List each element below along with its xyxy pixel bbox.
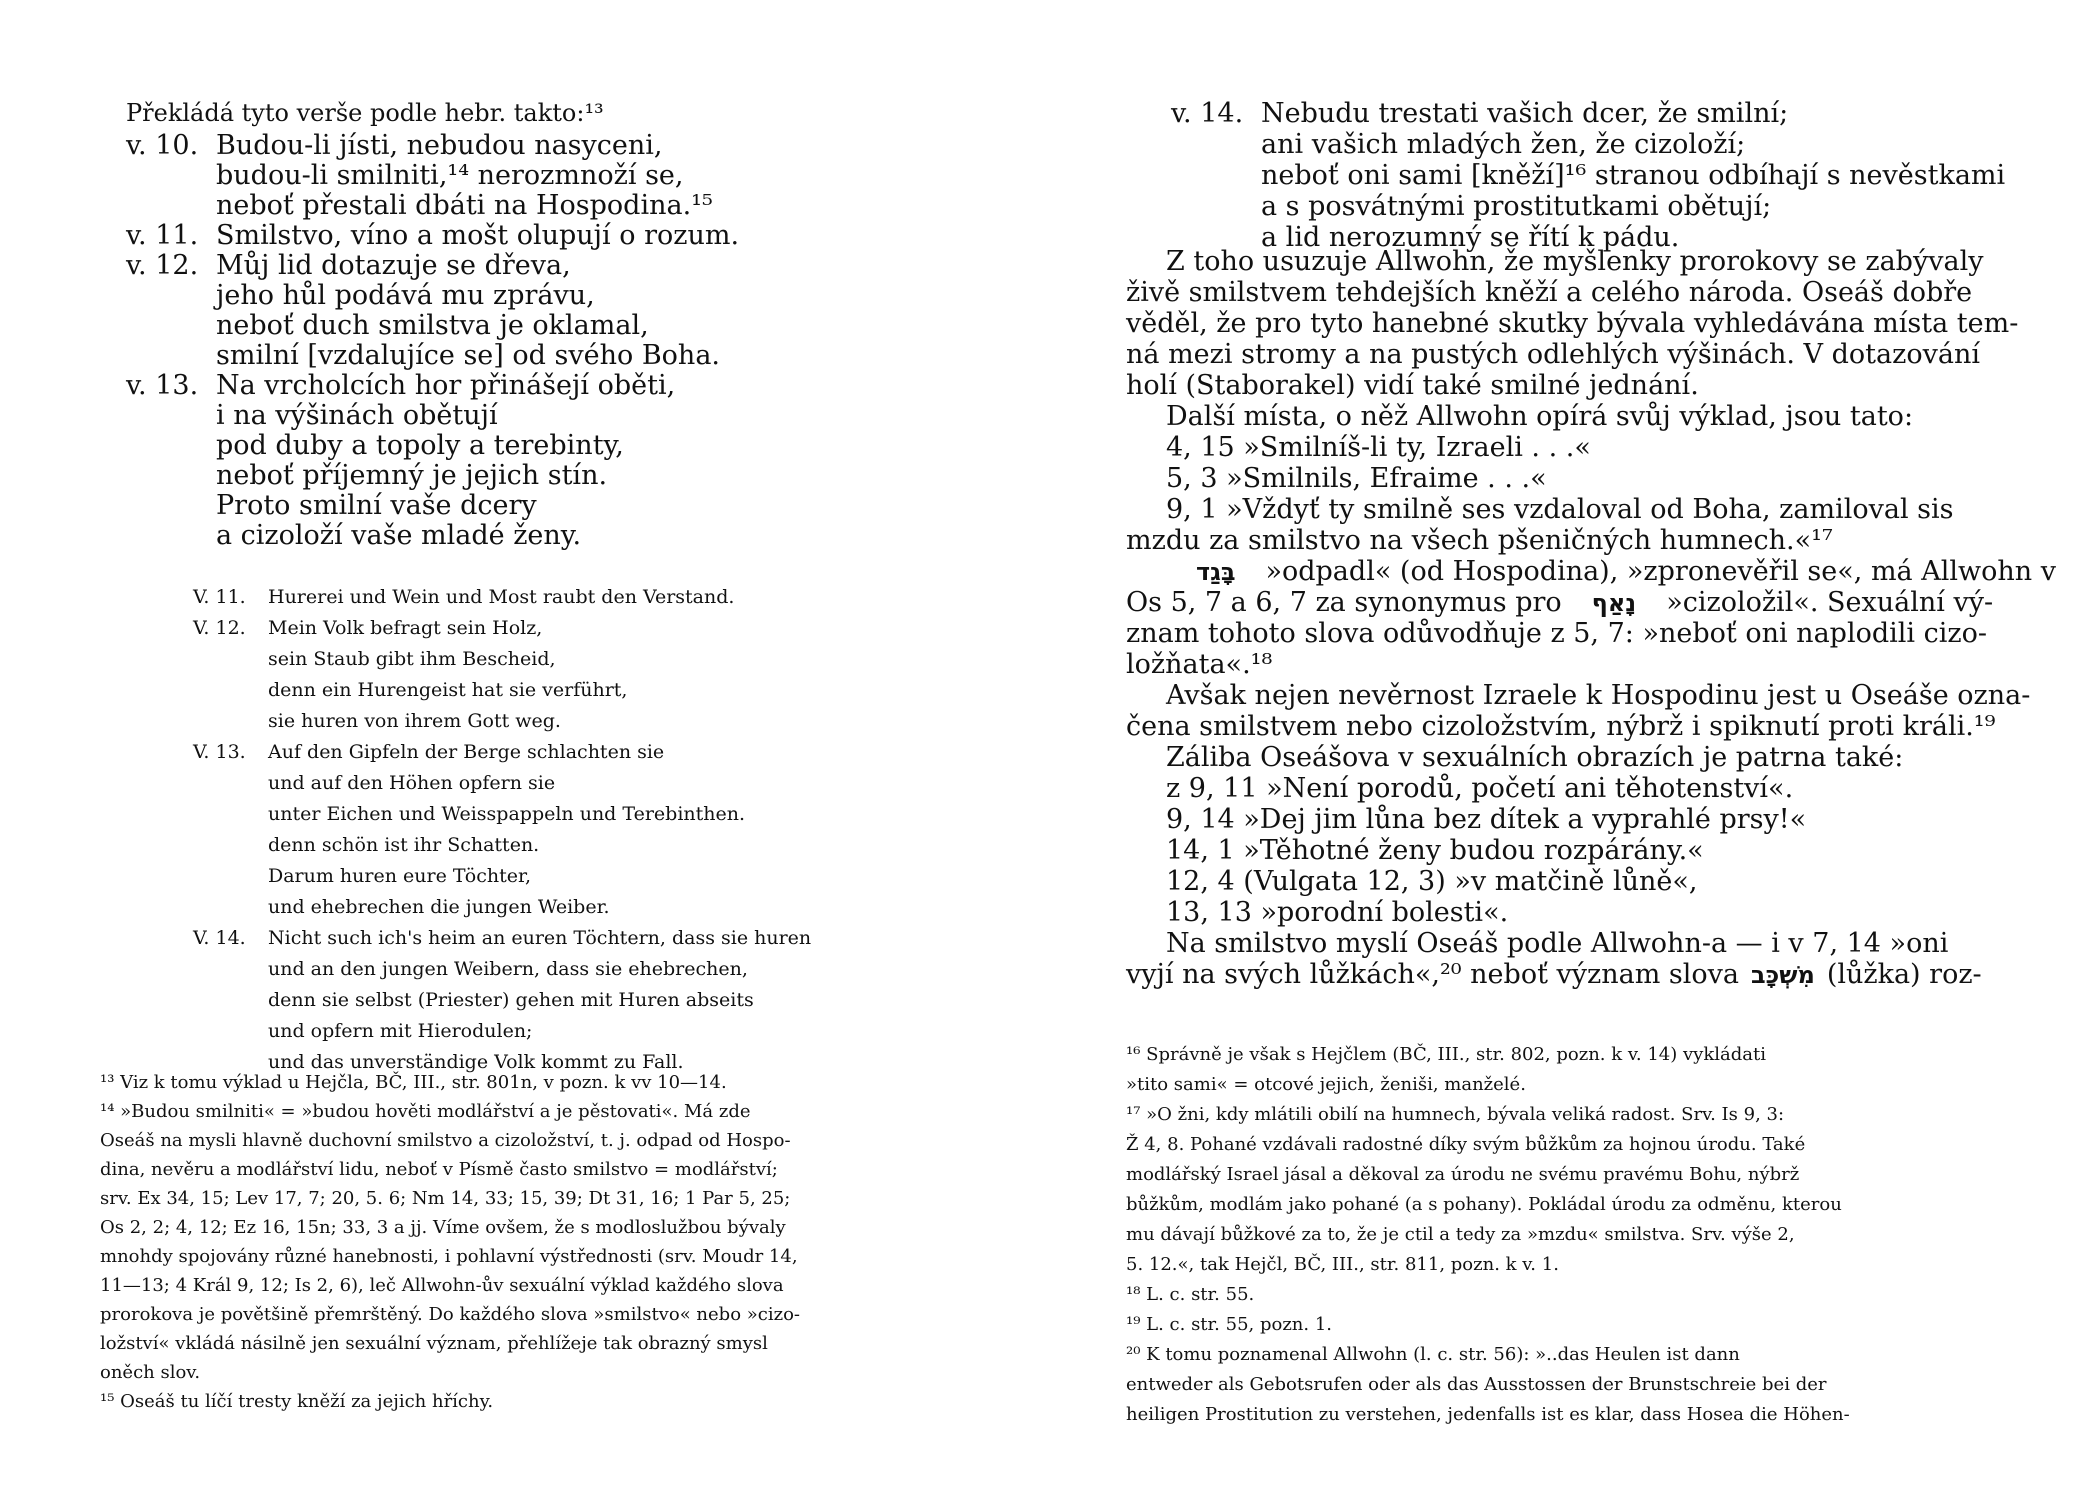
body-line: znam tohoto slova odůvodňuje z 5, 7: »neboť oni naplodili cizo-: [1126, 618, 1987, 649]
verse-label: v. 13.: [126, 370, 199, 401]
czech-verse-line: a cizoloží vaše mladé ženy.: [216, 520, 582, 551]
right-verse-block: [1171, 98, 2005, 253]
verse-text: Na vrcholcích hor přinášejí oběti,: [216, 370, 676, 401]
footnote-line: oněch slov.: [100, 1362, 201, 1383]
footnote-line: 5. 12.«, tak Hejčl, BČ, III., str. 811, pozn. k v. 1.: [1126, 1254, 1559, 1275]
body-line: 14, 1 »Těhotné ženy budou rozpárány.«: [1166, 835, 1704, 866]
verse-line: ani vašich mladých žen, že cizoloží;: [1261, 129, 1746, 160]
verse-label: v. 12.: [126, 250, 199, 281]
hebrew-word: נָאַף: [1591, 589, 1637, 617]
body-line: 13, 13 »porodní bolesti«.: [1166, 897, 1509, 928]
body-line: 12, 4 (Vulgata 12, 3) »v matčině lůně«,: [1166, 866, 1698, 897]
footnote-line: Oseáš na mysli hlavně duchovní smilstvo a cizoložství, t. j. odpad od Hospo-: [100, 1130, 791, 1151]
german-verse-line: unter Eichen und Weisspappeln und Terebinthen.: [268, 803, 746, 825]
body-line: čena smilstvem nebo cizoložstvím, nýbrž i spiknutí proti králi.¹⁹: [1126, 711, 1996, 742]
german-verse-line: denn schön ist ihr Schatten.: [268, 834, 540, 856]
body-line: věděl, že pro tyto hanebné skutky bývala vyhledávána místa tem-: [1126, 308, 2019, 339]
german-verse-line: und auf den Höhen opfern sie: [268, 772, 556, 794]
footnote-line: ¹⁷ »O žni, kdy mlátili obilí na humnech, bývala veliká radost. Srv. Is 9, 3:: [1126, 1104, 1785, 1125]
footnote-line: 11—13; 4 Král 9, 12; Is 2, 6), leč Allwohn-ův sexuální výklad každého slova: [100, 1275, 784, 1296]
footnote-line: ¹⁴ »Budou smilniti« = »budou hověti modlářství a je pěstovati«. Má zde: [100, 1101, 751, 1122]
verse-label: v. 10.: [126, 130, 199, 161]
czech-verse-line: jeho hůl podává mu zprávu,: [216, 280, 595, 311]
verse-label: V. 12.: [193, 617, 246, 639]
verse-line: [1171, 98, 2005, 129]
german-verse-line: denn sie selbst (Priester) gehen mit Huren abseits: [268, 989, 754, 1011]
footnote-line: ¹³ Viz k tomu výklad u Hejčla, BČ, III., str. 801n, v pozn. k vv 10—14.: [100, 1072, 727, 1093]
footnote-line: bůžkům, modlám jako pohané (a s pohany). Pokládal úrodu za odměnu, kterou: [1126, 1194, 1842, 1215]
footnote-line: ¹⁵ Oseáš tu líčí tresty kněží za jejich hříchy.: [100, 1391, 494, 1412]
german-verse-line: [193, 923, 811, 954]
footnote-line: mnohdy spojovány různé hanebnosti, i pohlavní výstřednosti (srv. Moudr 14,: [100, 1246, 798, 1267]
german-verse-line: Darum huren eure Töchter,: [268, 865, 532, 887]
body-text-span: »cizoložil«. Sexuální vý-: [1666, 587, 1994, 618]
footnote-line: modlářský Israel jásal a děkoval za úrodu ne svému pravému Bohu, nýbrž: [1126, 1164, 1800, 1185]
body-line: Z toho usuzuje Allwohn, že myšlenky prorokovy se zabývaly: [1166, 246, 1984, 277]
footnote-line: Ž 4, 8. Pohané vzdávali radostné díky svým bůžkům za hojnou úrodu. Také: [1126, 1134, 1806, 1155]
verse-line: a lid nerozumný se řítí k pádu.: [1261, 222, 1680, 253]
body-text-span: vyjí na svých lůžkách«,²⁰ neboť význam slova: [1126, 959, 1740, 990]
hebrew-word: מִשְׁכָּב: [1751, 961, 1815, 989]
verse-label: v. 14.: [1171, 98, 1244, 129]
verse-text: Můj lid dotazuje se dřeva,: [216, 250, 571, 281]
body-line: Záliba Oseášova v sexuálních obrazích je patrna také:: [1166, 742, 1904, 773]
verse-text: Smilstvo, víno a mošt olupují o rozum.: [216, 220, 740, 251]
german-verse-line: und an den jungen Weibern, dass sie ehebrechen,: [268, 958, 748, 980]
verse-label: V. 11.: [193, 586, 246, 608]
footnote-line: srv. Ex 34, 15; Lev 17, 7; 20, 5. 6; Nm 14, 33; 15, 39; Dt 31, 16; 1 Par 5, 25;: [100, 1188, 791, 1209]
german-verse-line: und opfern mit Hierodulen;: [268, 1020, 533, 1042]
german-verse-line: sein Staub gibt ihm Bescheid,: [268, 648, 556, 670]
czech-verse-block: [126, 131, 739, 551]
body-line: živě smilstvem tehdejších kněží a celého národa. Oseáš dobře: [1126, 277, 1973, 308]
czech-verse-line: neboť přestali dbáti na Hospodina.¹⁵: [216, 190, 713, 221]
footnote-line: mu dávají bůžkové za to, že je ctil a tedy za »mzdu« smilstva. Srv. výše 2,: [1126, 1224, 1795, 1245]
body-line: Na smilstvo myslí Oseáš podle Allwohn-a — i v 7, 14 »oni: [1166, 928, 1949, 959]
german-verse-line: und das unverständige Volk kommt zu Fall.: [268, 1051, 684, 1073]
body-line: 9, 1 »Vždyť ty smilně ses vzdaloval od Boha, zamiloval sis: [1166, 494, 1954, 525]
footnote-line: entweder als Gebotsrufen oder als das Ausstossen der Brunstschreie bei der: [1126, 1374, 1827, 1395]
footnote-line: »tito sami« = otcové jejich, ženiši, manželé.: [1126, 1074, 1526, 1095]
body-line: holí (Staborakel) vidí také smilné jednání.: [1126, 370, 1699, 401]
footnote-line: ¹⁶ Správně je však s Hejčlem (BČ, III., str. 802, pozn. k v. 14) vykládati: [1126, 1044, 1766, 1065]
german-verse-line: [193, 613, 811, 644]
intro-line: Překládá tyto verše podle hebr. takto:¹³: [126, 99, 604, 127]
czech-verse-line: [126, 251, 739, 281]
german-verse-line: sie huren von ihrem Gott weg.: [268, 710, 561, 732]
footnote-line: prorokova je povětšině přemrštěný. Do každého slova »smilstvo« nebo »cizo-: [100, 1304, 801, 1325]
verse-text: Auf den Gipfeln der Berge schlachten sie: [268, 741, 665, 763]
czech-verse-line: [126, 221, 739, 251]
footnote-line: ložství« vkládá násilně jen sexuální význam, přehlížeje tak obrazný smysl: [100, 1333, 768, 1354]
verse-label: V. 13.: [193, 741, 246, 763]
body-line: z 9, 11 »Není porodů, početí ani těhotenství«.: [1166, 773, 1794, 804]
footnote-line: heiligen Prostitution zu verstehen, jedenfalls ist es klar, dass Hosea die Höhen-: [1126, 1404, 1850, 1425]
footnote-line: ¹⁹ L. c. str. 55, pozn. 1.: [1126, 1314, 1333, 1335]
body-text: [1126, 246, 2056, 990]
body-line: 4, 15 »Smilníš-li ty, Izraeli . . .«: [1166, 432, 1591, 463]
footnote-line: dina, nevěru a modlářství lidu, neboť v Písmě často smilstvo = modlářství;: [100, 1159, 778, 1180]
body-line: 5, 3 »Smilnils, Efraime . . .«: [1166, 463, 1547, 494]
verse-text: Nebudu trestati vašich dcer, že smilní;: [1261, 98, 1789, 129]
verse-label: v. 11.: [126, 220, 199, 251]
czech-verse-line: neboť příjemný je jejich stín.: [216, 460, 608, 491]
body-line: ná mezi stromy a na pustých odlehlých výšinách. V dotazování: [1126, 339, 1980, 370]
body-line: 9, 14 »Dej jim lůna bez dítek a vyprahlé prsy!«: [1166, 804, 1807, 835]
body-line: [1126, 587, 1996, 618]
czech-verse-line: i na výšinách obětují: [216, 400, 498, 431]
footnote-line: ²⁰ K tomu poznamenal Allwohn (l. c. str. 56): »..das Heulen ist dann: [1126, 1344, 1740, 1365]
verse-label: V. 14.: [193, 927, 246, 949]
footnotes-left: [100, 1068, 956, 1416]
czech-verse-line: pod duby a topoly a terebinty,: [216, 430, 624, 461]
body-line: Avšak nejen nevěrnost Izraele k Hospodinu jest u Oseáše ozna-: [1166, 680, 2031, 711]
verse-text: Hurerei und Wein und Most raubt den Verstand.: [268, 586, 735, 608]
verse-text: Mein Volk befragt sein Holz,: [268, 617, 543, 639]
footnote-line: ¹⁸ L. c. str. 55.: [1126, 1284, 1255, 1305]
body-line: Další místa, o něž Allwohn opírá svůj výklad, jsou tato:: [1166, 401, 1914, 432]
german-verse-line: denn ein Hurengeist hat sie verführt,: [268, 679, 628, 701]
hebrew-word: בָּגַד: [1196, 558, 1236, 586]
german-verse-line: und ehebrechen die jungen Weiber.: [268, 896, 610, 918]
footnote-line: Os 2, 2; 4, 12; Ez 16, 15n; 33, 3 a jj. Víme ovšem, že s modloslužbou bývaly: [100, 1217, 786, 1238]
body-line: [1126, 959, 1996, 990]
verse-text: Nicht such ich's heim an euren Töchtern, dass sie huren: [268, 927, 812, 949]
body-line: mzdu za smilstvo na všech pšeničných humnech.«¹⁷: [1126, 525, 1833, 556]
german-verse-block: [193, 582, 811, 1078]
body-line: ložňata«.¹⁸: [1126, 649, 1273, 680]
right-page: [1041, 0, 2082, 1500]
verse-text: Budou-li jísti, nebudou nasyceni,: [216, 130, 663, 161]
body-text-span: »odpadl« (od Hospodina), »zpronevěřil se«, má Allwohn v: [1265, 556, 2056, 587]
czech-verse-line: [126, 131, 739, 161]
german-verse-line: [193, 582, 811, 613]
body-text-span: Os 5, 7 a 6, 7 za synonymus pro: [1126, 587, 1562, 618]
verse-line: neboť oni sami [kněží]¹⁶ stranou odbíhají s nevěstkami: [1261, 160, 2006, 191]
czech-verse-line: Proto smilní vaše dcery: [216, 490, 537, 521]
czech-verse-line: neboť duch smilstva je oklamal,: [216, 310, 649, 341]
german-verse-line: [193, 737, 811, 768]
footnotes-right: [1126, 1040, 1996, 1430]
body-line: [1126, 556, 2056, 587]
czech-verse-line: budou-li smilniti,¹⁴ nerozmnoží se,: [216, 160, 684, 191]
czech-verse-line: [126, 371, 739, 401]
verse-line: a s posvátnými prostitutkami obětují;: [1261, 191, 1772, 222]
czech-verse-line: smilní [vzdalujíce se] od svého Boha.: [216, 340, 720, 371]
body-text-span: (lůžka) roz-: [1826, 959, 1982, 990]
